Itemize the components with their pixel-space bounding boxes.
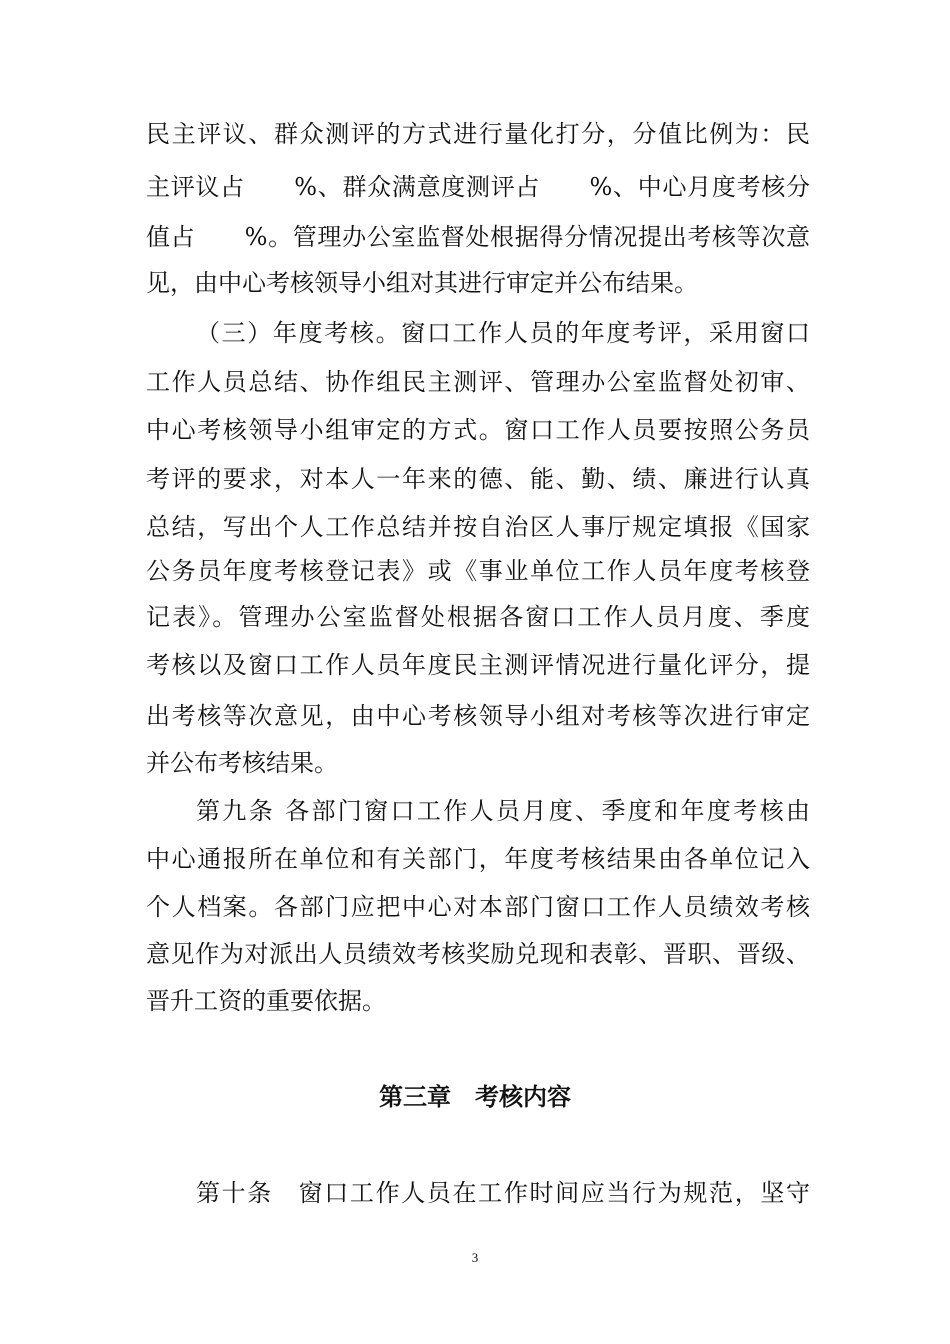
paragraph-line: 值占 %。管理办公室监督处根据得分情况提出考核等次意 [146, 223, 810, 251]
paragraph-line: 工作人员总结、协作组民主测评、管理办公室监督处初审、 [146, 368, 810, 396]
paragraph-line: 意见作为对派出人员绩效考核奖励兑现和表彰、晋职、晋级、 [146, 940, 810, 968]
paragraph-line: （三）年度考核。窗口工作人员的年度考评，采用窗口 [196, 319, 810, 347]
paragraph-line: 晋升工资的重要依据。 [146, 987, 386, 1015]
paragraph-line: 记表》。管理办公室监督处根据各窗口工作人员月度、季度 [146, 603, 810, 631]
paragraph-line: 考核以及窗口工作人员年度民主测评情况进行量化评分，提 [146, 651, 810, 679]
paragraph-line: 公务员年度考核登记表》或《事业单位工作人员年度考核登 [146, 557, 810, 585]
paragraph-line: 中心通报所在单位和有关部门，年度考核结果由各单位记入 [146, 845, 810, 873]
paragraph-line: 见，由中心考核领导小组对其进行审定并公布结果。 [146, 269, 698, 297]
paragraph-line: 并公布考核结果。 [146, 749, 338, 777]
paragraph-line: 中心考核领导小组审定的方式。窗口工作人员要按照公务员 [146, 416, 810, 444]
page-number: 3 [471, 1250, 479, 1265]
paragraph-line: 民主评议、群众测评的方式进行量化打分，分值比例为：民 [146, 120, 810, 148]
paragraph-line: 个人档案。各部门应把中心对本部门窗口工作人员绩效考核 [146, 893, 810, 921]
paragraph-line: 第九条 各部门窗口工作人员月度、季度和年度考核由 [196, 797, 810, 825]
paragraph-line: 第十条 窗口工作人员在工作时间应当行为规范，坚守 [196, 1179, 810, 1207]
paragraph-line: 出考核等次意见，由中心考核领导小组对考核等次进行审定 [146, 702, 810, 730]
chapter-heading: 第三章 考核内容 [379, 1083, 571, 1111]
paragraph-line: 总结，写出个人工作总结并按自治区人事厅规定填报《国家 [146, 513, 810, 541]
paragraph-line: 考评的要求，对本人一年来的德、能、勤、绩、廉进行认真 [146, 465, 810, 493]
paragraph-line: 主评议占 %、群众满意度测评占 %、中心月度考核分 [146, 173, 810, 201]
